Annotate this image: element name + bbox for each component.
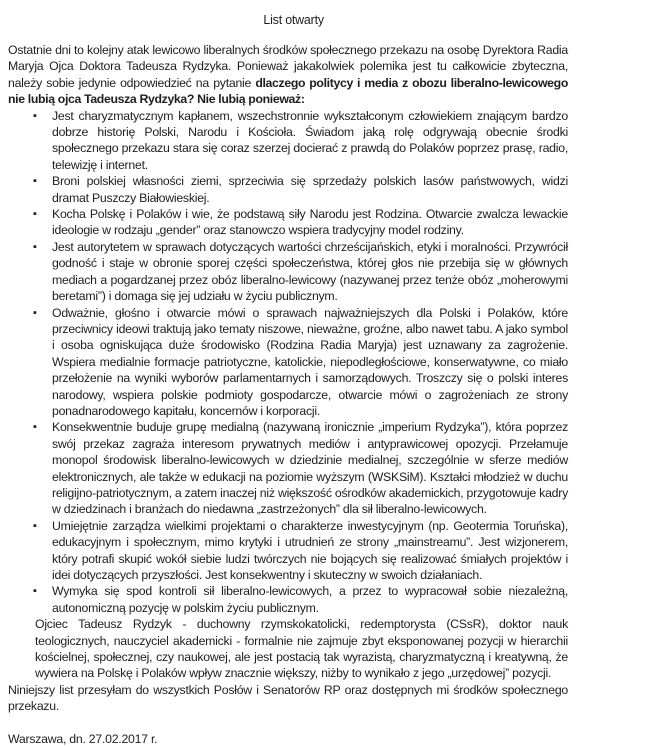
- reason-item: [8, 518, 568, 584]
- reason-item: [8, 173, 568, 206]
- place-and-date: Warszawa, dn. 27.02.2017 r.: [8, 731, 158, 746]
- intro-question: dlaczego politycy i media z obozu liberalno-lewicowego nie lubią ojca Tadeusza Rydzyka? Nie lubią ponieważ:: [8, 75, 568, 107]
- intro-paragraph: [8, 42, 568, 108]
- bullet-icon: ▪: [33, 306, 37, 319]
- bullet-icon: ▪: [33, 519, 37, 532]
- about-paragraph: Ojciec Tadeusz Rydzyk - duchowny rzymskokatolicki, redemptorysta (CSsR), doktor nauk teologicznych, nauczyciel akademicki - formalnie nie zajmuje zbyt eksponowanej pozycji w hierarchii kościelnej, społecznej, czy naukowej, ale jest postacią tak wyrazistą, charyzmatyczną i kreatywną, że wywiera na Polskę i Polaków wpływ znacznie większy, niżby to wynikało z jego „urzędowej” pozycji.: [35, 617, 568, 681]
- reason-text: Broni polskiej własności ziemi, sprzeciwia się sprzedaży polskich lasów państwowych, widzi dramat Puszczy Białowieskiej.: [52, 174, 568, 205]
- bullet-icon: ▪: [33, 421, 37, 434]
- bullet-icon: ▪: [33, 208, 37, 221]
- reasons-list: [8, 108, 568, 617]
- bullet-icon: ▪: [33, 240, 37, 253]
- reason-item: [8, 239, 568, 305]
- bullet-icon: ▪: [33, 109, 37, 122]
- reason-text: Jest autorytetem w sprawach dotyczących wartości chrześcijańskich, etyki i moralności. Przywrócił godność i staje w obronie sporej części społeczeństwa, której głos nie przebija się w głównych mediach a pogardzanej przez obóz liberalno-lewicowy (nazywanej przez tenże obóz „moherowymi beretami”) i domaga się jej udziału w życiu publicznym.: [52, 239, 568, 304]
- closing-paragraph: Niniejszy list przesyłam do wszystkich Posłów i Senatorów RP oraz dostępnych mi środków społecznego przekazu.: [8, 682, 568, 714]
- reason-text: Konsekwentnie buduje grupę medialną (nazywaną ironicznie „imperium Rydzyka”), która poprzez swój przekaz zagraża interesom prywatnych mediów i antyprawicowej opozycji. Przełamuje monopol środowisk liberalno-lewicowych w dziedzinie medialnej, szczególnie w sferze mediów elektronicznych, ale także w edukacji na poziomie wyższym (WSKSiM). Kształci młodzież w duchu religijno-patriotycznym, a zatem inaczej niż większość ośrodków akademickich, przygotowuje kadry w dziedzinach i branżach do niedawna „zastrzeżonych” dla sił liberalno-lewicowych.: [52, 420, 568, 517]
- letter-title: List otwarty: [263, 12, 324, 27]
- reason-text: Umiejętnie zarządza wielkimi projektami o charakterze inwestycyjnym (np. Geotermia Toruńska), edukacyjnym i społecznym, mimo krytyki i utrudnień ze strony „mainstreamu”. Jest wizjonerem, który potrafi skupić wokół siebie ludzi twórczych nie bojących się realizować śmiałych projektów i idei dotyczących przyszłości. Jest konsekwentny i skuteczny w swoich działaniach.: [52, 518, 568, 582]
- reason-text: Jest charyzmatycznym kapłanem, wszechstronnie wykształconym człowiekiem znającym bardzo dobrze historię Polski, Narodu i Kościoła. Świadom jaką rolę odgrywają obecnie środki społecznego przekazu stara się coraz szerzej docierać z prawdą do Polaków poprzez prasę, radio, telewizję i internet.: [52, 108, 568, 172]
- reason-item: [8, 305, 568, 420]
- reason-text: Kocha Polskę i Polaków i wie, że podstawą siły Narodu jest Rodzina. Otwarcie zwalcza lewackie ideologie w rodzaju „gender” oraz stanowczo wspiera tradycyjny model rodziny.: [52, 207, 568, 238]
- reason-text: Odważnie, głośno i otwarcie mówi o sprawach najważniejszych dla Polski i Polaków, które przeciwnicy ideowi traktują jako tematy niszowe, nieważne, groźne, albo nawet tabu. A jako symbol i osoba ogniskująca duże środowisko (Rodzina Radia Maryja) jest uznawany za zagrożenie. Wspiera medialnie formacje patriotyczne, katolickie, niepodległościowe, konserwatywne, co miało przełożenie na wyniki wyborów parlamentarnych i samorządowych. Troszczy się o polski interes narodowy, wspiera polskie podmioty gospodarcze, otwarcie mówi o zagrożeniach ze strony ponadnarodowego kapitału, koncernów i korporacji.: [52, 305, 568, 418]
- bullet-icon: ▪: [33, 175, 37, 188]
- intro-text: Ostatnie dni to kolejny atak lewicowo liberalnych środków społecznego przekazu na osobę Dyrektora Radia Maryja Ojca Doktora Tadeusza Rydzyka. Ponieważ jakakolwiek polemika jest tu całkowicie zbyteczna, należy sobie jedynie odpowiedzieć na pytanie: [8, 43, 568, 90]
- reason-item: [8, 108, 568, 174]
- reason-item: [8, 419, 568, 517]
- reason-item: [8, 206, 568, 239]
- bullet-icon: ▪: [33, 585, 37, 598]
- reason-text: Wymyka się spod kontroli sił liberalno-lewicowych, a przez to wypracował sobie niezależną, autonomiczną pozycję w polskim życiu publicznym.: [52, 584, 568, 615]
- reason-item: [8, 583, 568, 616]
- letter-body: [8, 0, 568, 747]
